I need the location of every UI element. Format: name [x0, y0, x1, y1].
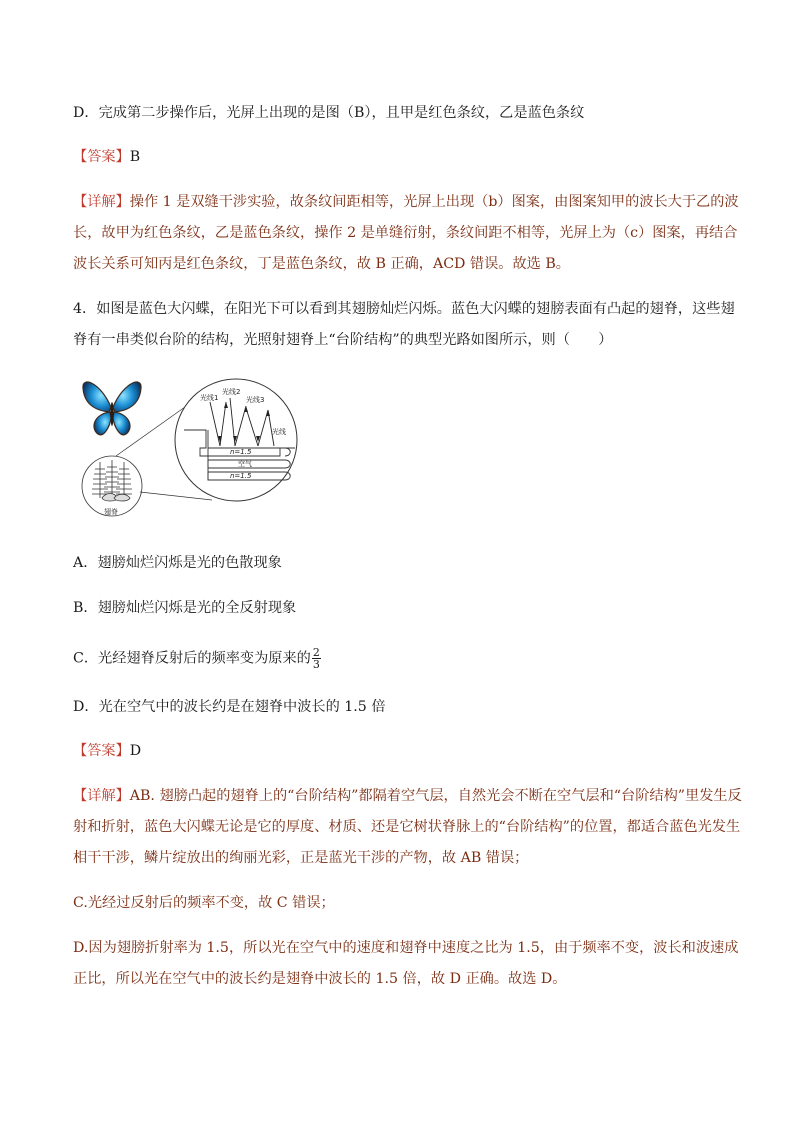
detail-4-line-6: 正比，所以光在空气中的波长约是翅脊中波长的 1.5 倍，故 D 正确。故选 D。	[73, 971, 567, 987]
question-4-line-1: 4．如图是蓝色大闪蝶，在阳光下可以看到其翅膀灿烂闪烁。蓝色大闪蝶的翅膀表面有凸起的翅脊，这些翅	[73, 301, 735, 317]
detail-4-line-3: 相干干涉，鳞片绽放出的绚丽光彩，正是蓝光干涉的产物，故 AB 错误；	[73, 850, 529, 866]
option-4b: B．翅膀灿烂闪烁是光的全反射现象	[73, 600, 297, 616]
option-4c	[73, 647, 321, 670]
detail-4-line-1	[73, 786, 742, 806]
detail-4-line-5: D.因为翅膀折射率为 1.5，所以光在空气中的速度和翅脊中速度之比为 1.5，由于频率不变，波长和波速成	[73, 940, 739, 956]
n-lower-label: n=1.5	[230, 472, 252, 480]
option-4c-text: C．光经翅脊反射后的频率变为原来的	[73, 650, 311, 667]
n-upper-label: n=1.5	[230, 448, 252, 456]
detail-label: 【详解】	[73, 194, 130, 210]
answer-value: B	[129, 149, 141, 165]
detail-3-line-3: 波长关系可知丙是红色条纹，丁是蓝色条纹，故 B 正确，ACD 错误。故选 B。	[73, 256, 570, 272]
option-4a: A．翅膀灿烂闪烁是光的色散现象	[73, 555, 282, 571]
answer-label: 【答案】	[73, 743, 130, 759]
question-4-line-2: 脊有一串类似台阶的结构，光照射翅脊上“台阶结构”的典型光路如图所示，则（ ）	[73, 332, 613, 348]
air-label: 空气	[238, 460, 252, 468]
answer-value: D	[129, 743, 142, 759]
answer-4	[73, 741, 141, 761]
ray-4-label: 光线	[272, 428, 286, 436]
detail-4-line-2: 射和折射，蓝色大闪蝶无论是它的厚度、材质、还是它树状脊脉上的“台阶结构”的位置，都适合蓝色光发生	[73, 819, 741, 835]
ray-2-label: 光线2	[222, 388, 241, 396]
fraction-denominator: 3	[312, 658, 320, 671]
option-4d: D．光在空气中的波长约是在翅脊中波长的 1.5 倍	[73, 699, 386, 715]
answer-label: 【答案】	[73, 149, 130, 165]
butterfly-image	[83, 382, 141, 435]
answer-3	[73, 147, 140, 167]
light-path-circle	[175, 379, 297, 501]
detail-label: 【详解】	[73, 788, 130, 804]
detail-text: 操作 1 是双缝干涉实验，故条纹间距相等，光屏上出现（b）图案，由图案知甲的波长大于乙的波	[129, 194, 739, 210]
detail-3-line-1	[73, 192, 739, 212]
fraction-numerator: 2	[312, 646, 320, 659]
detail-4-line-4: C.光经过反射后的频率不变，故 C 错误；	[73, 895, 335, 911]
detail-3-line-2: 长，故甲为红色条纹，乙是蓝色条纹，操作 2 是单缝衍射，条纹间距不相等，光屏上为（c）图案，再结合	[73, 225, 738, 241]
ridge-label: 翅脊	[104, 508, 118, 516]
ray-3-label: 光线3	[246, 396, 265, 404]
ray-1-label: 光线1	[200, 394, 219, 402]
option-3d: D．完成第二步操作后，光屏上出现的是图（B），且甲是红色条纹，乙是蓝色条纹	[73, 105, 585, 121]
butterfly-ridge-figure	[80, 374, 310, 524]
connector-line-bottom	[140, 492, 212, 500]
fraction	[312, 647, 321, 670]
detail-text: AB. 翅膀凸起的翅脊上的“台阶结构”都隔着空气层，自然光会不断在空气层和“台阶结构”里发生反	[129, 788, 742, 804]
